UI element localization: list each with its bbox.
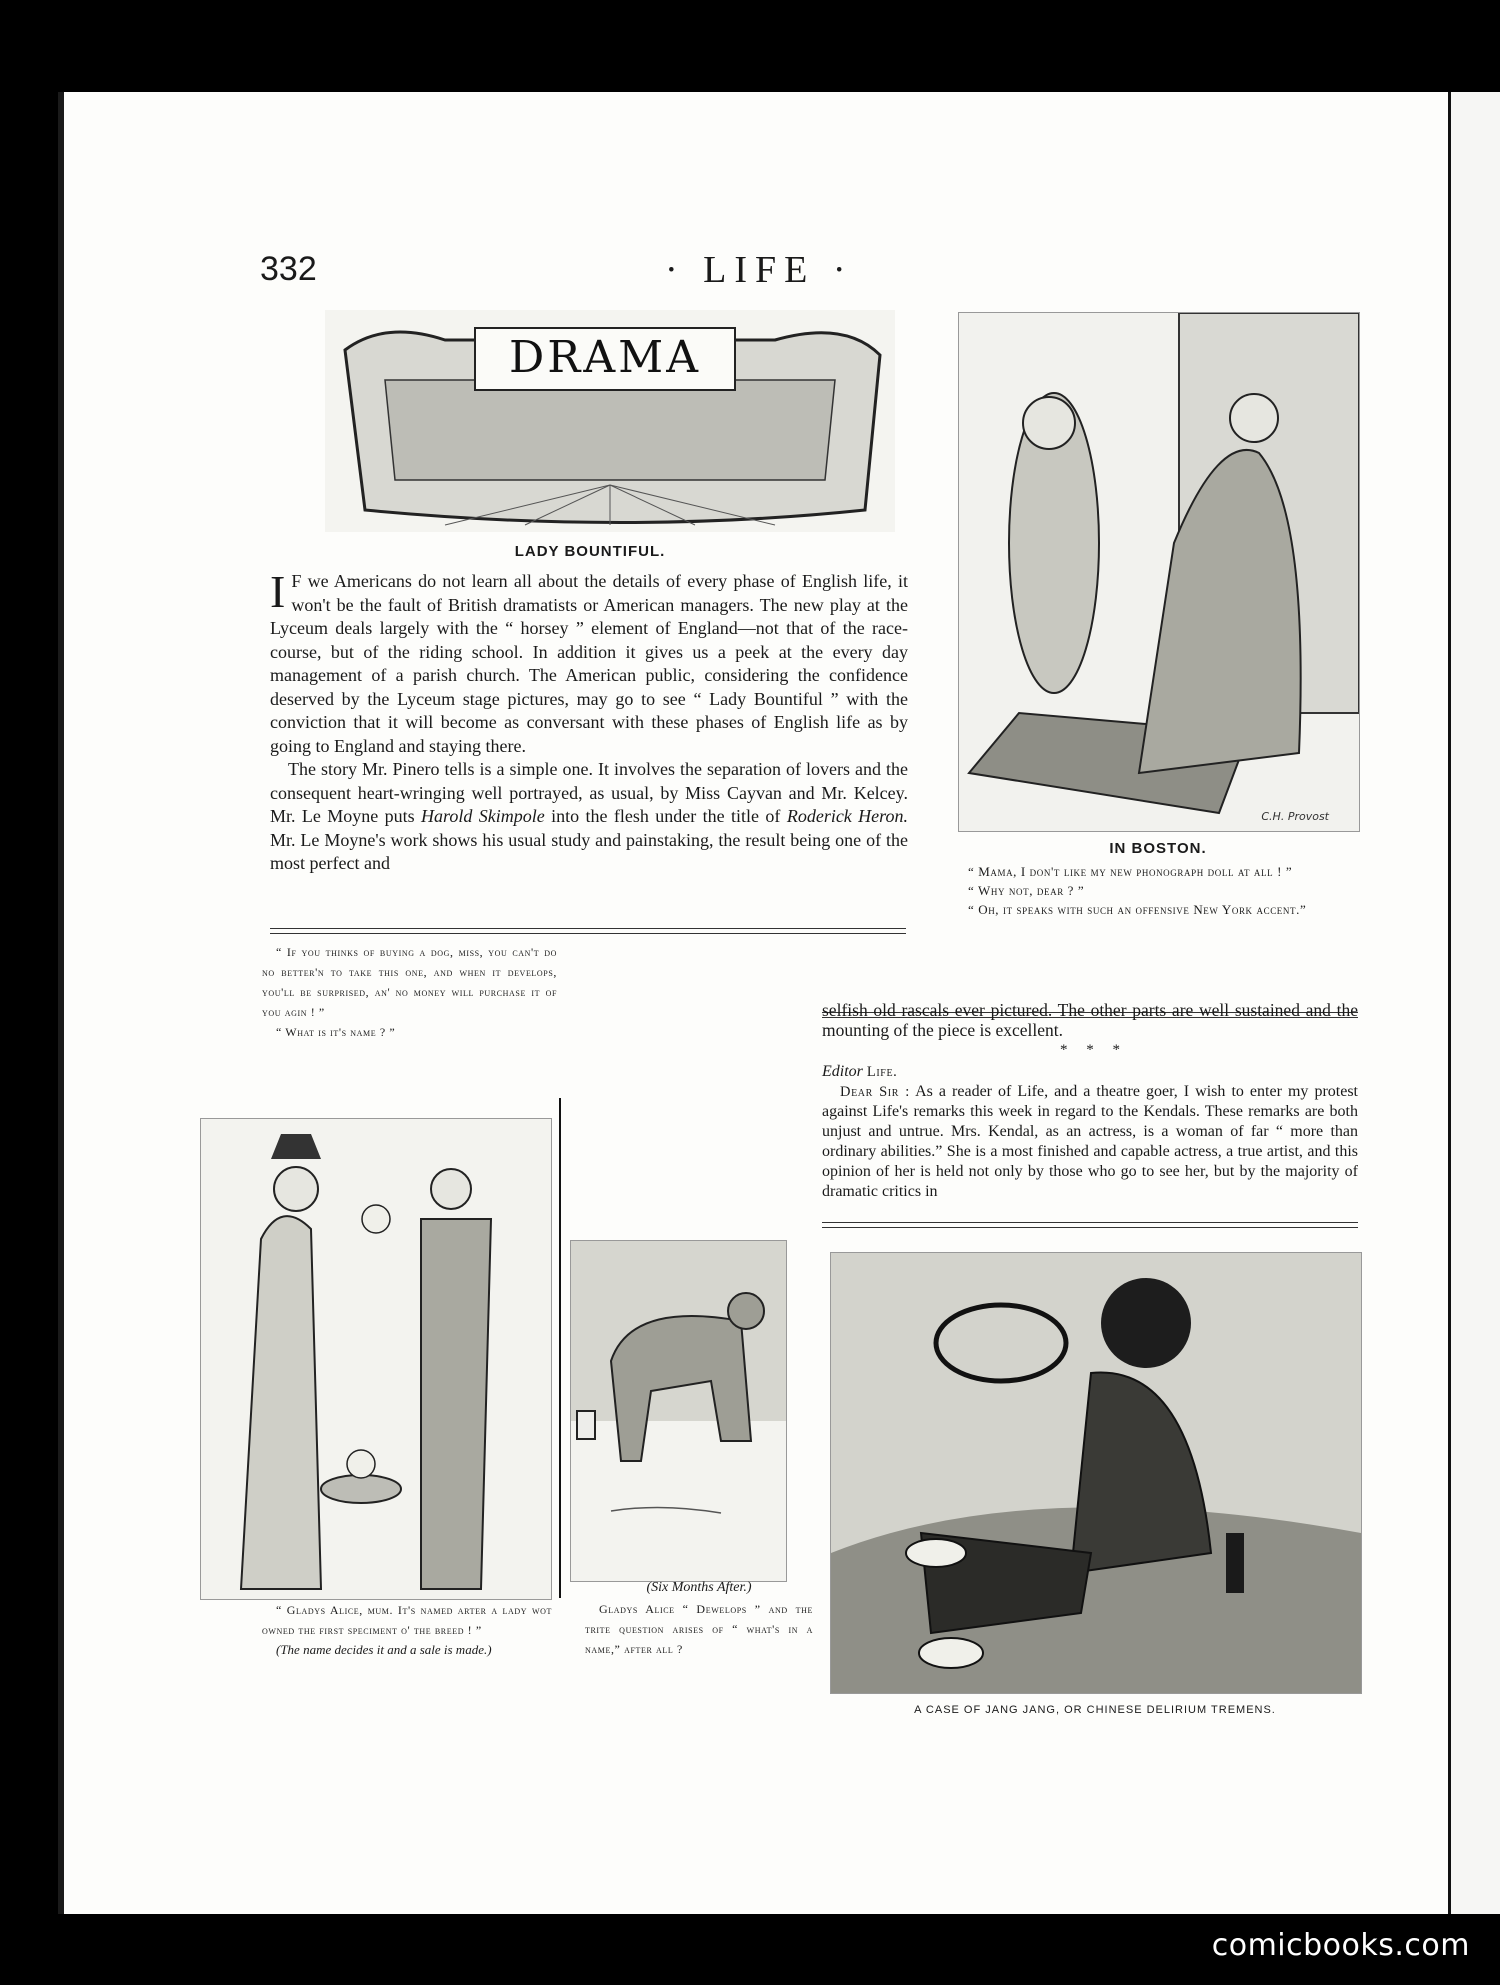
- letter: [822, 1062, 1358, 1202]
- article-paragraph-2-end: Mr. Le Moyne's work shows his usual study and painstaking, the result being one of the most perfect and: [270, 829, 908, 873]
- article-paragraph-2-start: The story Mr. Pinero tells is a simple one. It involves the separation of lovers and the consequent heart-wringing well portrayed, as usual, by Miss Cayvan and Mr. Kelcey. Mr. Le Moyne puts: [270, 759, 908, 826]
- article-paragraph-1: F we Americans do not learn all about the details of every phase of English life, it won't be the fault of British dramatists or American managers. The new play at the Lyceum deals largely with the “ horsey ” element of England—not that of the race-course, but of the riding school. In addition it gives us a peek at the every day management of a parish church. The American public, considering the confidence deserved by the Lyceum stage pictures, may go to see “ Lady Bountiful ” with the conviction that it will become as conversant with these phases of English life as by going to England and staying there.: [270, 571, 908, 756]
- boston-line-3: “ Oh, it speaks with such an offensive New York accent.”: [968, 902, 1307, 917]
- adjacent-page-edge: [1448, 92, 1500, 1914]
- drama-banner-label: DRAMA: [508, 332, 701, 383]
- site-watermark: comicbooks.com: [1211, 1928, 1470, 1963]
- boston-line-1: “ Mama, I don't like my new phonograph doll at all ! ”: [968, 864, 1293, 879]
- letter-text: [822, 1082, 1358, 1202]
- page-number: 332: [260, 250, 317, 288]
- letter-address: [822, 1062, 1358, 1082]
- boston-dialogue: [950, 862, 1350, 919]
- section-stars: * * *: [1060, 1042, 1120, 1058]
- dog-intro: [262, 942, 557, 1042]
- drop-cap: I: [270, 566, 286, 617]
- scan-top-border: [0, 0, 1500, 90]
- letter-address-editor: Editor: [822, 1063, 863, 1080]
- letter-divider: [822, 1222, 1358, 1228]
- dog-intro-line-1: “ If you thinks of buying a dog, miss, you can't do no better'n to take this one, and when it develops, you'll be surprised, an' no money will purchase it of you agin ! ”: [262, 945, 557, 1019]
- dog-left-note: (The name decides it and a sale is made.): [276, 1642, 492, 1657]
- character-name-heron: Roderick Heron.: [786, 806, 909, 826]
- letter-address-life: Life.: [866, 1064, 898, 1080]
- dog-left-caption-text: “ Gladys Alice, mum. It's named arter a lady wot owned the first speciment o' the breed ! ”: [262, 1603, 552, 1637]
- jang-jang-illustration: [830, 1252, 1362, 1694]
- dog-intro-line-2: “ What is it's name ? ”: [276, 1025, 396, 1039]
- dog-right-caption-text: Gladys Alice “ Dewelops ” and the trite question arises of “ what's in a name,” after all ?: [585, 1602, 813, 1656]
- dog-right-heading: (Six Months After.): [646, 1580, 752, 1595]
- dog-left-caption: [262, 1600, 552, 1660]
- boston-line-2: “ Why not, dear ? ”: [968, 883, 1085, 898]
- article-body: [270, 566, 909, 876]
- boston-title: IN BOSTON.: [1109, 840, 1207, 857]
- dog-right-caption: [585, 1577, 813, 1659]
- article-divider: [270, 928, 906, 934]
- character-name-skimpole: Harold Skimpole: [421, 806, 545, 826]
- dog-panel-right-illustration: [570, 1240, 787, 1582]
- panel-divider-line: [559, 1098, 561, 1598]
- article-continued: selfish old rascals ever pictured. The other parts are well sustained and the mounting of the piece is excellent.: [822, 1000, 1358, 1040]
- letter-salutation: Dear Sir :: [840, 1084, 910, 1100]
- masthead-title: · LIFE ·: [665, 249, 854, 291]
- letter-body: As a reader of Life, and a theatre goer, I wish to enter my protest against Life's remarks this week in regard to the Kendals. These remarks are both unjust and untrue. Mrs. Kendal, as an actress, is a woman of far “ more than ordinary abilities.” She is a most finished and capable actress, a true artist, and this opinion of her is held not only by those who go to see her, but by the majority of dramatic critics in: [822, 1083, 1358, 1200]
- dog-panel-left-illustration: [200, 1118, 552, 1600]
- article-paragraph-2: [270, 758, 908, 876]
- jang-jang-caption: A CASE OF JANG JANG, OR CHINESE DELIRIUM TREMENS.: [914, 1704, 1276, 1716]
- drama-banner-illustration: [325, 310, 895, 532]
- article-title: LADY BOUNTIFUL.: [514, 543, 666, 560]
- article-paragraph-2-mid: into the flesh under the title of: [551, 806, 781, 826]
- boston-illustration: [958, 312, 1360, 832]
- boston-artist-signature: C.H. Provost: [1261, 810, 1329, 823]
